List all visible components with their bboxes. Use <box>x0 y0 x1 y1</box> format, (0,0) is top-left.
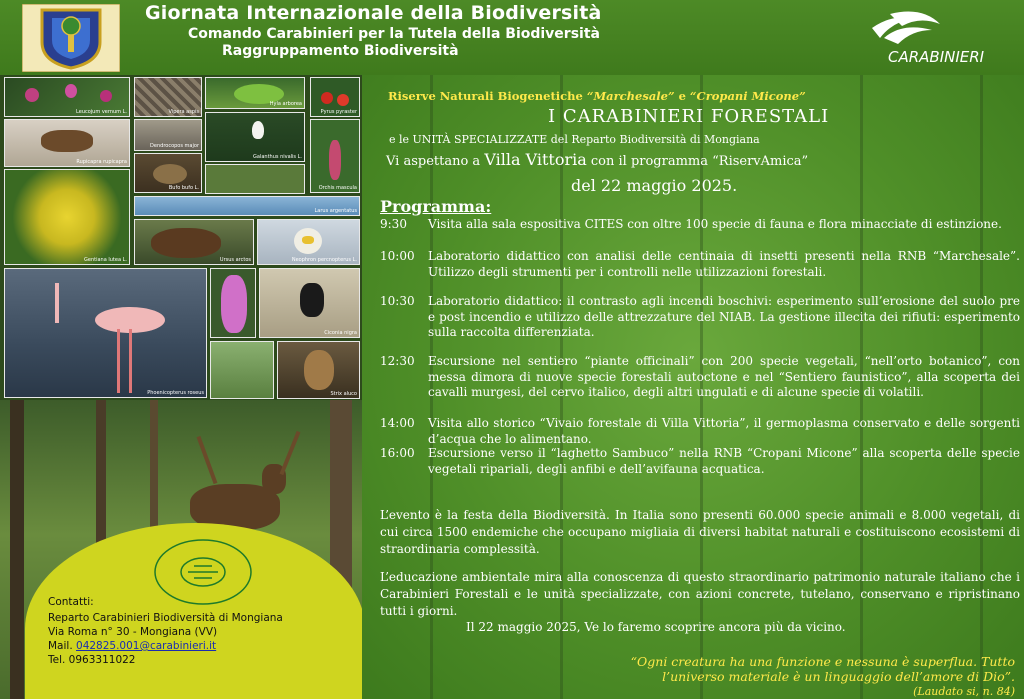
program-text: Escursione nel sentiero “piante officinali” con 200 specie vegetali, “nell’orto botanico”, con messa dimora di nuove specie forestali autoctone e nel “Sentiero faunistico”, alla scoperta dei cavalli murgesi, del cervo italico, degli altri ungulati e di alcune specie di volatili. <box>428 354 1020 399</box>
photo-pyrus <box>310 77 360 117</box>
photo-caption: Rupicapra rupicapra <box>76 159 127 165</box>
program-time: 14:00 <box>380 416 415 430</box>
program-text: Visita allo storico “Vivaio forestale di Villa Vittoria”, il germoplasma conservato e delle sorgenti d’acqua che lo alimentano. <box>428 416 1020 446</box>
photo-caption: Gentiana lutea L. <box>84 257 127 263</box>
biodiversity-crest-logo <box>22 4 120 72</box>
program-item <box>380 416 1020 447</box>
program-item <box>380 249 1020 280</box>
program-item <box>380 217 1020 233</box>
program-time: 10:00 <box>380 249 415 263</box>
group-name: Raggruppamento Biodiversità <box>222 43 459 59</box>
program-item <box>380 294 1020 341</box>
photo-rupicapra <box>4 119 130 167</box>
photo-caption: Phoenicopterus roseus <box>147 390 204 396</box>
program-text: Visita alla sala espositiva CITES con oltre 100 specie di fauna e flora minacciate di estinzione. <box>428 217 1002 231</box>
units-line: e le UNITÀ SPECIALIZZATE del Reparto Biodiversità di Mongiana <box>389 133 760 146</box>
quote-line: l’universo materiale è un linguaggio dell’amore di Dio”. <box>662 669 1015 684</box>
photo-orchis <box>310 119 360 193</box>
photo-caption: Orchis mascula <box>318 185 357 191</box>
event-title: Giornata Internazionale della Biodiversità <box>145 2 602 24</box>
photo-gentiana <box>4 169 130 265</box>
photo-small-plant <box>205 164 305 194</box>
program-time: 10:30 <box>380 294 415 308</box>
invite-suffix: con il programma “RiservAmica” <box>586 154 809 169</box>
program-item <box>380 354 1020 401</box>
mail-label: Mail. <box>48 640 73 652</box>
photo-caption: Hyla arborea <box>269 101 302 107</box>
photo-phoenicopterus <box>4 268 207 398</box>
photo-hyla <box>205 77 305 109</box>
photo-caption: Ciconia nigra <box>324 330 357 336</box>
photo-dendrocopos <box>134 119 202 151</box>
biodiversity-stamp <box>148 536 258 608</box>
photo-larus <box>134 196 360 216</box>
program-time: 12:30 <box>380 354 415 368</box>
photo-ursus <box>134 219 254 265</box>
program-time: 9:30 <box>380 217 407 231</box>
photo-ciconia <box>259 268 360 338</box>
photo-caption: Galanthus nivalis L. <box>253 154 302 160</box>
command-name: Comando Carabinieri per la Tutela della Biodiversità <box>188 26 600 42</box>
reserves-prefix: Riserve Naturali Biogenetiche <box>388 89 587 103</box>
photo-meadow <box>210 341 274 399</box>
event-date: del 22 maggio 2025. <box>571 176 738 195</box>
photo-caption: Pyrus pyraster <box>320 109 357 115</box>
contact-phone: Tel. 0963311022 <box>48 654 136 666</box>
photo-caption: Leucojum vernum L. <box>76 109 127 115</box>
education-paragraph: L’educazione ambientale mira alla conoscenza di questo straordinario patrimonio naturale italiano che i Carabinieri Forestali e le unità specializzate, con azioni concrete, tutelano, conservano e ripristinano tutti i giorni. <box>380 570 1020 618</box>
photo-caption: Dendrocopos major <box>150 143 199 149</box>
photo-bufo <box>134 153 202 193</box>
contact-org: Reparto Carabinieri Biodiversità di Mongiana <box>48 612 283 624</box>
program-text: Laboratorio didattico con analisi delle centinaia di insetti presenti nella RNB “Marchesale”. Utilizzo degli strumenti per i controlli nelle utilizzazioni forestali. <box>428 249 1020 279</box>
reserve-cropani: “Cropani Micone” <box>689 89 806 103</box>
photo-strix <box>277 341 360 399</box>
program-time: 16:00 <box>380 446 415 460</box>
photo-caption: Larus argentatus <box>314 208 357 214</box>
photo-caption: Ursus arctos <box>219 257 251 263</box>
photo-galanthus <box>205 112 305 162</box>
photo-caption: Neophron percnopterus L. <box>291 257 357 263</box>
contact-address: Via Roma n° 30 - Mongiana (VV) <box>48 626 218 638</box>
venue: Villa Vittoria <box>484 150 587 169</box>
closing-line: Il 22 maggio 2025, Ve lo faremo scoprire ancora più da vicino. <box>466 620 846 634</box>
program-title: Programma: <box>380 197 492 216</box>
program-text: Escursione verso il “laghetto Sambuco” nella RNB “Cropani Micone” alla scoperta delle specie vegetali ripariali, degli anfibi e dell’avifauna acquatica. <box>428 446 1020 476</box>
invite-line <box>386 150 808 169</box>
photo-vipera <box>134 77 202 117</box>
reserve-marchesale: “Marchesale” <box>586 89 675 103</box>
program-item <box>380 446 1020 477</box>
photo-leucojum <box>4 77 130 117</box>
contact-title: Contatti: <box>48 596 94 608</box>
photo-caption: Bufo bufo L. <box>168 185 199 191</box>
quote-source: (Laudato si, n. 84) <box>913 685 1015 698</box>
photo-pink-flowers <box>210 268 256 338</box>
invite-prefix: Vi aspettano a <box>386 154 485 169</box>
carabinieri-logo-text: CARABINIERI <box>888 48 985 66</box>
quote-line: “Ogni creatura ha una funzione e nessuna è superflua. Tutto <box>630 654 1015 669</box>
org-title: I CARABINIERI FORESTALI <box>548 106 830 127</box>
biodiversity-paragraph: L’evento è la festa della Biodiversità. In Italia sono presenti 60.000 specie animali e 8.000 vegetali, di cui circa 1500 endemiche che occupano migliaia di diversi habitat naturali e costituiscono ecosistemi di straordinaria complessità. <box>380 508 1020 556</box>
reserves-line <box>388 89 806 103</box>
photo-caption: Vipera aspis <box>168 109 199 115</box>
photo-neophron <box>257 219 360 265</box>
reserves-and: e <box>674 89 690 103</box>
program-text: Laboratorio didattico: il contrasto agli incendi boschivi: esperimento sull’erosione del suolo pre e post incendio e utilizzo delle attrezzature del NIAB. La gestione illecita dei rifiuti: esperimento sulla raccolta differenziata. <box>428 294 1020 339</box>
contact-mail <box>48 640 216 652</box>
mail-link[interactable]: 042825.001@carabinieri.it <box>76 640 217 652</box>
photo-caption: Strix aluco <box>330 391 357 397</box>
